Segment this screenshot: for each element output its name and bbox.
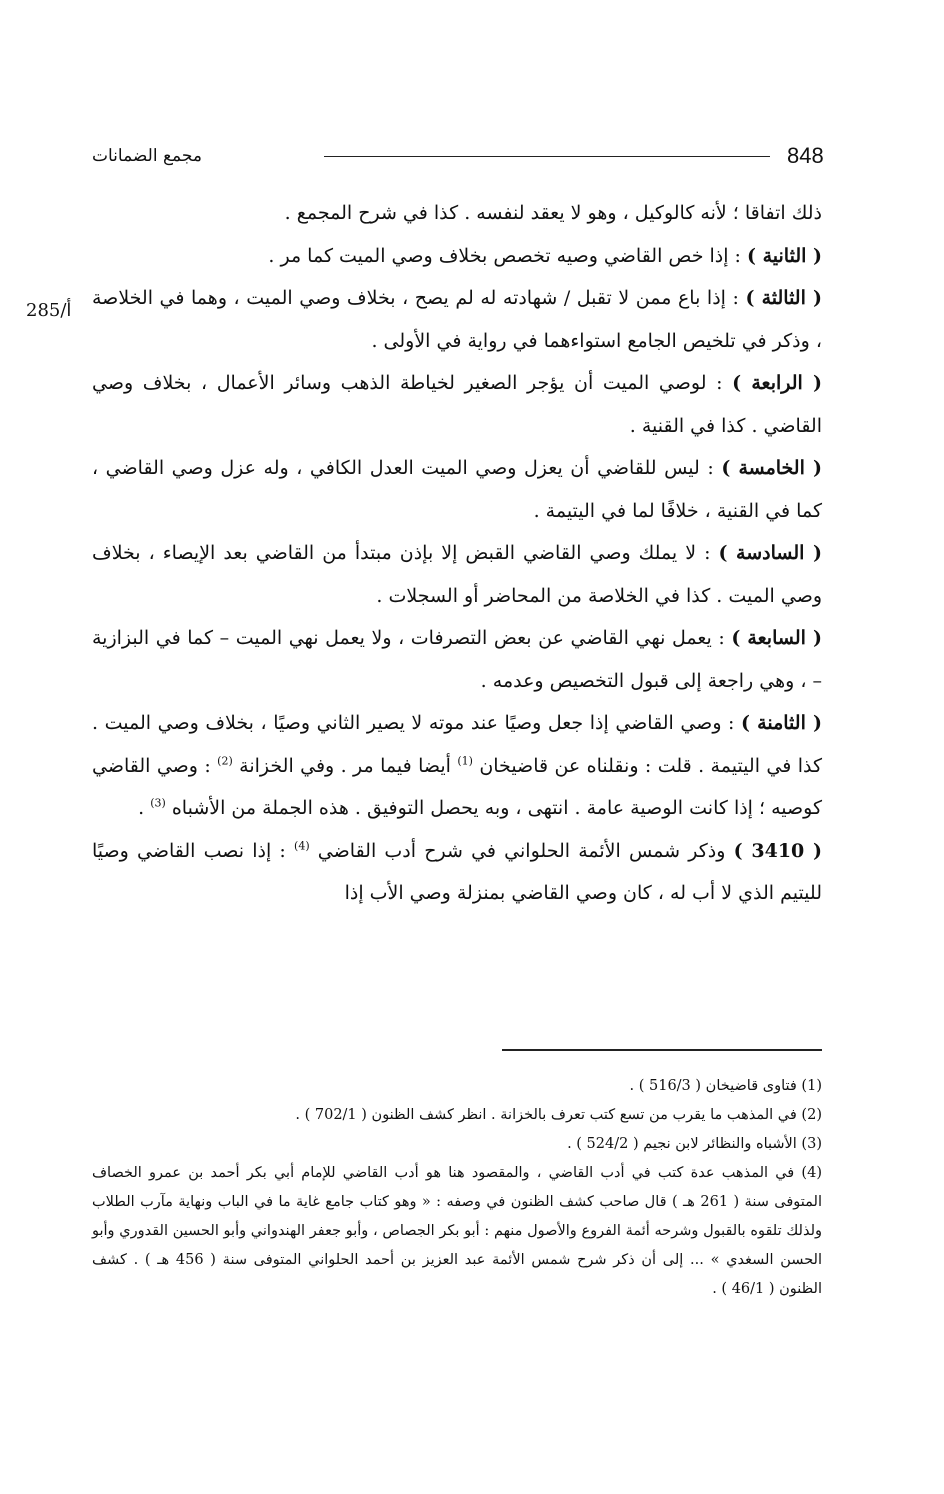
paragraph-label: ( الرابعة ) bbox=[732, 372, 823, 394]
paragraph-text: : وصي القاضي كوصيه ؛ إذا كانت الوصية عامة . انتهى ، وبه يحصل التوفيق . هذه الجملة من الأشباه bbox=[92, 754, 822, 819]
paragraph-text: : لوصي الميت أن يؤجر الصغير لخياطة الذهب وسائر الأعمال ، بخلاف وصي القاضي . كذا في القنية . bbox=[92, 372, 822, 437]
paragraph bbox=[92, 235, 822, 278]
paragraph-text: وذكر شمس الأئمة الحلواني في شرح أدب القاضي bbox=[309, 839, 734, 862]
paragraph-text: . bbox=[138, 797, 151, 819]
paragraph-label: ( السادسة ) bbox=[718, 542, 822, 564]
footnote-ref[interactable]: (3) bbox=[150, 796, 166, 810]
paragraph-label: ( الثامنة ) bbox=[741, 712, 822, 734]
footnote: (2) في المذهب ما يقرب من تسع كتب تعرف بالخزانة . انظر كشف الظنون ( 702/1 ) . bbox=[295, 1107, 822, 1123]
paragraph-text: : إذا خص القاضي وصيه تخصص بخلاف وصي الميت كما مر . bbox=[268, 244, 747, 267]
book-title: مجمع الضمانات bbox=[92, 146, 202, 166]
page-number: 848 bbox=[787, 143, 824, 168]
paragraph-text: أيضا فيما مر . وفي الخزانة bbox=[232, 754, 458, 777]
paragraph bbox=[92, 617, 822, 702]
footnote-ref[interactable]: (4) bbox=[294, 839, 310, 853]
paragraph-text: : ليس للقاضي أن يعزل وصي الميت العدل الكافي ، وله عزل وصي القاضي ، كما في القنية ، خلافًا لما في اليتيمة . bbox=[92, 457, 822, 522]
paragraph bbox=[92, 830, 822, 915]
paragraph-text: : وصي القاضي إذا جعل وصيًا عند موته لا يصير الثاني وصيًا ، بخلاف وصي الميت . كذا في اليتيمة . قلت : ونقلناه عن قاضيخان bbox=[92, 712, 822, 777]
header-rule bbox=[324, 156, 770, 157]
paragraph-text: : لا يملك وصي القاضي القبض إلا بإذن مبتدأ من القاضي بعد الإيصاء ، بخلاف وصي الميت . كذا في الخلاصة من المحاضر أو السجلات . bbox=[92, 542, 822, 607]
paragraph-label: ( الثانية ) bbox=[746, 244, 822, 267]
paragraph-text: : إذا باع ممن لا تقبل / شهادته له لم يصح ، بخلاف وصي الميت ، وهما في الخلاصة ، وذكر في تلخيص الجامع استواءهما في رواية في الأولى . bbox=[92, 287, 822, 352]
paragraph bbox=[92, 702, 822, 830]
paragraph bbox=[92, 192, 822, 235]
paragraph-label: ( الثالثة ) bbox=[745, 287, 822, 309]
paragraph-label: ( الخامسة ) bbox=[721, 457, 822, 479]
footnote: (1) فتاوى قاضيخان ( 516/3 ) . bbox=[629, 1078, 822, 1094]
main-text bbox=[92, 192, 822, 915]
footnote-ref[interactable]: (1) bbox=[457, 754, 473, 768]
paragraph-label: ( السابعة ) bbox=[731, 627, 823, 649]
paragraph-label: ( 3410 ) bbox=[733, 839, 823, 862]
paragraph-text: ذلك اتفاقا ؛ لأنه كالوكيل ، وهو لا يعقد لنفسه . كذا في شرح المجمع . bbox=[284, 202, 822, 224]
paragraph bbox=[92, 362, 822, 447]
footnote: (4) في المذهب عدة كتب في أدب القاضي ، والمقصود هنا هو أدب القاضي للإمام أبي بكر أحمد بن عمرو الخصاف المتوفى سنة ( 261 هـ ) قال صاحب كشف الظنون في وصفه : « وهو كتاب جامع غاية ما في الباب ونهاية مآرب الطلاب ولذلك تلقوه بالقبول وشرحه أئمة الفروع والأصول منهم : أبو بكر الجصاص ، وأبو جعفر الهندواني وأبو الحسين القدوري وأبو الحسن السغدي » ... إلى أن ذكر شرح شمس الأئمة عبد العزيز بن أحمد الحلواني المتوفى سنة ( 456 هـ ) . كشف الظنون ( 46/1 ) . bbox=[92, 1165, 822, 1297]
paragraph-text: : إذا نصب القاضي وصيًا لليتيم الذي لا أب له ، كان وصي القاضي بمنزلة وصي الأب إذا bbox=[92, 839, 822, 904]
paragraph bbox=[92, 532, 822, 617]
footnote: (3) الأشباه والنظائر لابن نجيم ( 524/2 ) . bbox=[567, 1136, 822, 1152]
page-header bbox=[92, 140, 822, 172]
footnote-ref[interactable]: (2) bbox=[217, 754, 233, 768]
paragraph-text: : يعمل نهي القاضي عن بعض التصرفات ، ولا يعمل نهي الميت – كما في البزازية – ، وهي راجعة إلى قبول التخصيص وعدمه . bbox=[92, 627, 822, 692]
margin-folio-note: 285/أ bbox=[26, 300, 72, 321]
footnote-separator bbox=[502, 1049, 822, 1051]
paragraph bbox=[92, 447, 822, 532]
paragraph bbox=[92, 277, 822, 362]
footnotes bbox=[92, 1072, 822, 1304]
